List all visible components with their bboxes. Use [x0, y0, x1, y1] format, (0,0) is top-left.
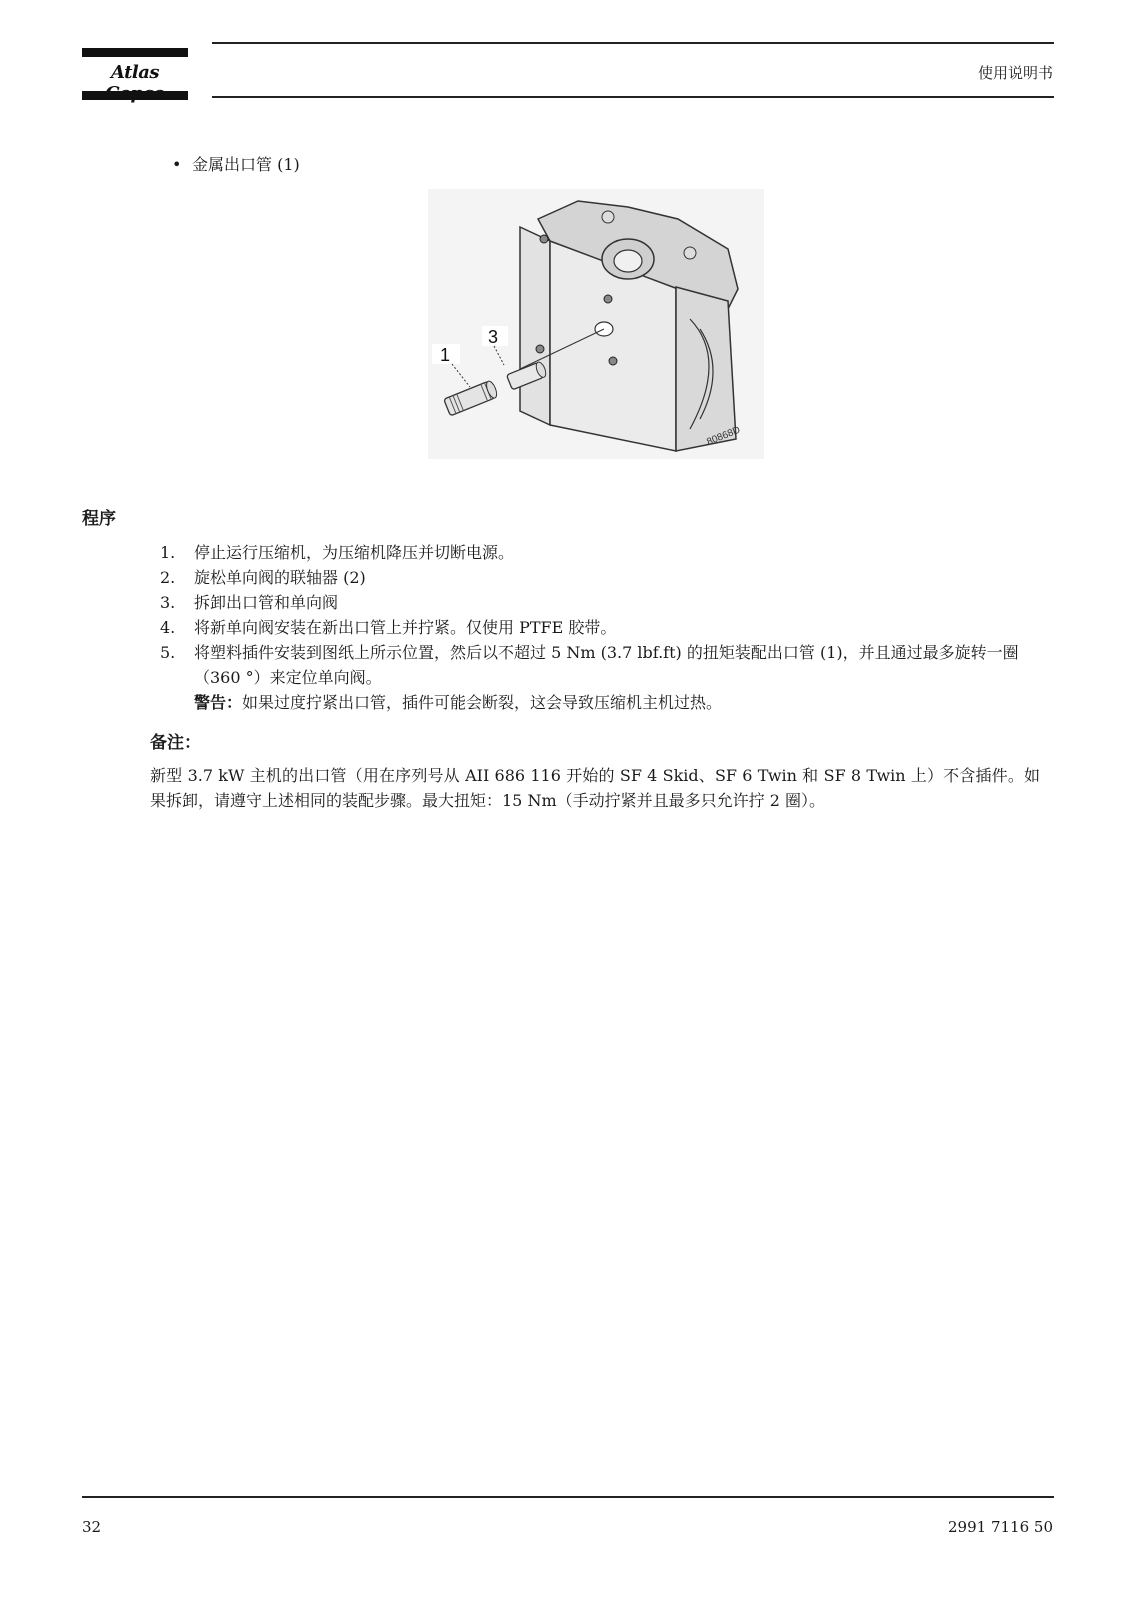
bolt-boss-2 — [684, 247, 696, 259]
warning-line — [160, 690, 1040, 715]
step-number: 2. — [160, 568, 176, 587]
bolt-boss-1 — [602, 211, 614, 223]
step-number: 1. — [160, 543, 176, 562]
step-number: 4. — [160, 618, 176, 637]
step-text: 旋松单向阀的联轴器 (2) — [194, 568, 366, 587]
header-title: 使用说明书 — [977, 64, 1053, 82]
procedure-step — [160, 565, 1040, 590]
atlas-copco-logo — [82, 48, 188, 100]
procedure-steps — [160, 540, 1040, 715]
step-text: 将塑料插件安装到图纸上所示位置，然后以不超过 5 Nm (3.7 lbf.ft) 的扭矩装配出口管 (1)，并且通过最多旋转一圈（360 °）来定位单向阀。 — [194, 643, 1019, 687]
plate-bolt-1 — [604, 295, 612, 303]
bullet-symbol: • — [172, 155, 182, 174]
page-number: 32 — [82, 1518, 102, 1536]
plate-bolt-3 — [536, 345, 544, 353]
header-rule-top — [212, 42, 1054, 44]
procedure-step — [160, 540, 1040, 565]
note-text: 新型 3.7 kW 主机的出口管（用在序列号从 AII 686 116 开始的 SF 4 Skid、SF 6 Twin 和 SF 8 Twin 上）不含插件。如果拆卸，请遵守上述相同的装配步骤。最大扭矩：15 Nm（手动拧紧并且最多只允许拧 2 圈）。 — [150, 766, 1040, 810]
procedure-step — [160, 590, 1040, 615]
logo-bar-top — [82, 48, 188, 57]
housing-side-plate — [520, 227, 550, 425]
header-rule-bottom — [212, 96, 1054, 98]
bullet-text: 金属出口管 (1) — [192, 155, 300, 174]
figure-code: 80868D — [705, 424, 742, 448]
step-text: 停止运行压缩机，为压缩机降压并切断电源。 — [194, 543, 515, 562]
logo-wordmark: Atlas — [110, 62, 160, 83]
plate-bolt-2 — [609, 357, 617, 365]
bullet-item — [172, 152, 300, 175]
step-number: 3. — [160, 593, 176, 612]
callout-1: 1 — [440, 345, 451, 365]
procedure-heading: 程序 — [82, 509, 116, 529]
figure-illustration — [428, 189, 764, 459]
footer-rule — [82, 1496, 1054, 1498]
step-number: 5. — [160, 643, 176, 662]
outlet-port-bore — [614, 250, 642, 272]
step-text: 拆卸出口管和单向阀 — [194, 593, 339, 612]
logo-bar-bottom — [82, 91, 188, 100]
procedure-step — [160, 615, 1040, 640]
step-text: 将新单向阀安装在新出口管上并拧紧。仅使用 PTFE 胶带。 — [194, 618, 617, 637]
figure-compressor-outlet — [428, 189, 764, 459]
warning-label: 警告： — [194, 693, 243, 712]
plate-bolt-4 — [540, 235, 548, 243]
note-heading: 备注： — [150, 733, 201, 753]
document-number: 2991 7116 50 — [948, 1518, 1053, 1536]
procedure-step — [160, 640, 1040, 690]
warning-text: 如果过度拧紧出口管，插件可能会断裂，这会导致压缩机主机过热。 — [242, 693, 723, 712]
callout-3: 3 — [488, 327, 499, 347]
housing-right-bowl — [676, 287, 736, 451]
